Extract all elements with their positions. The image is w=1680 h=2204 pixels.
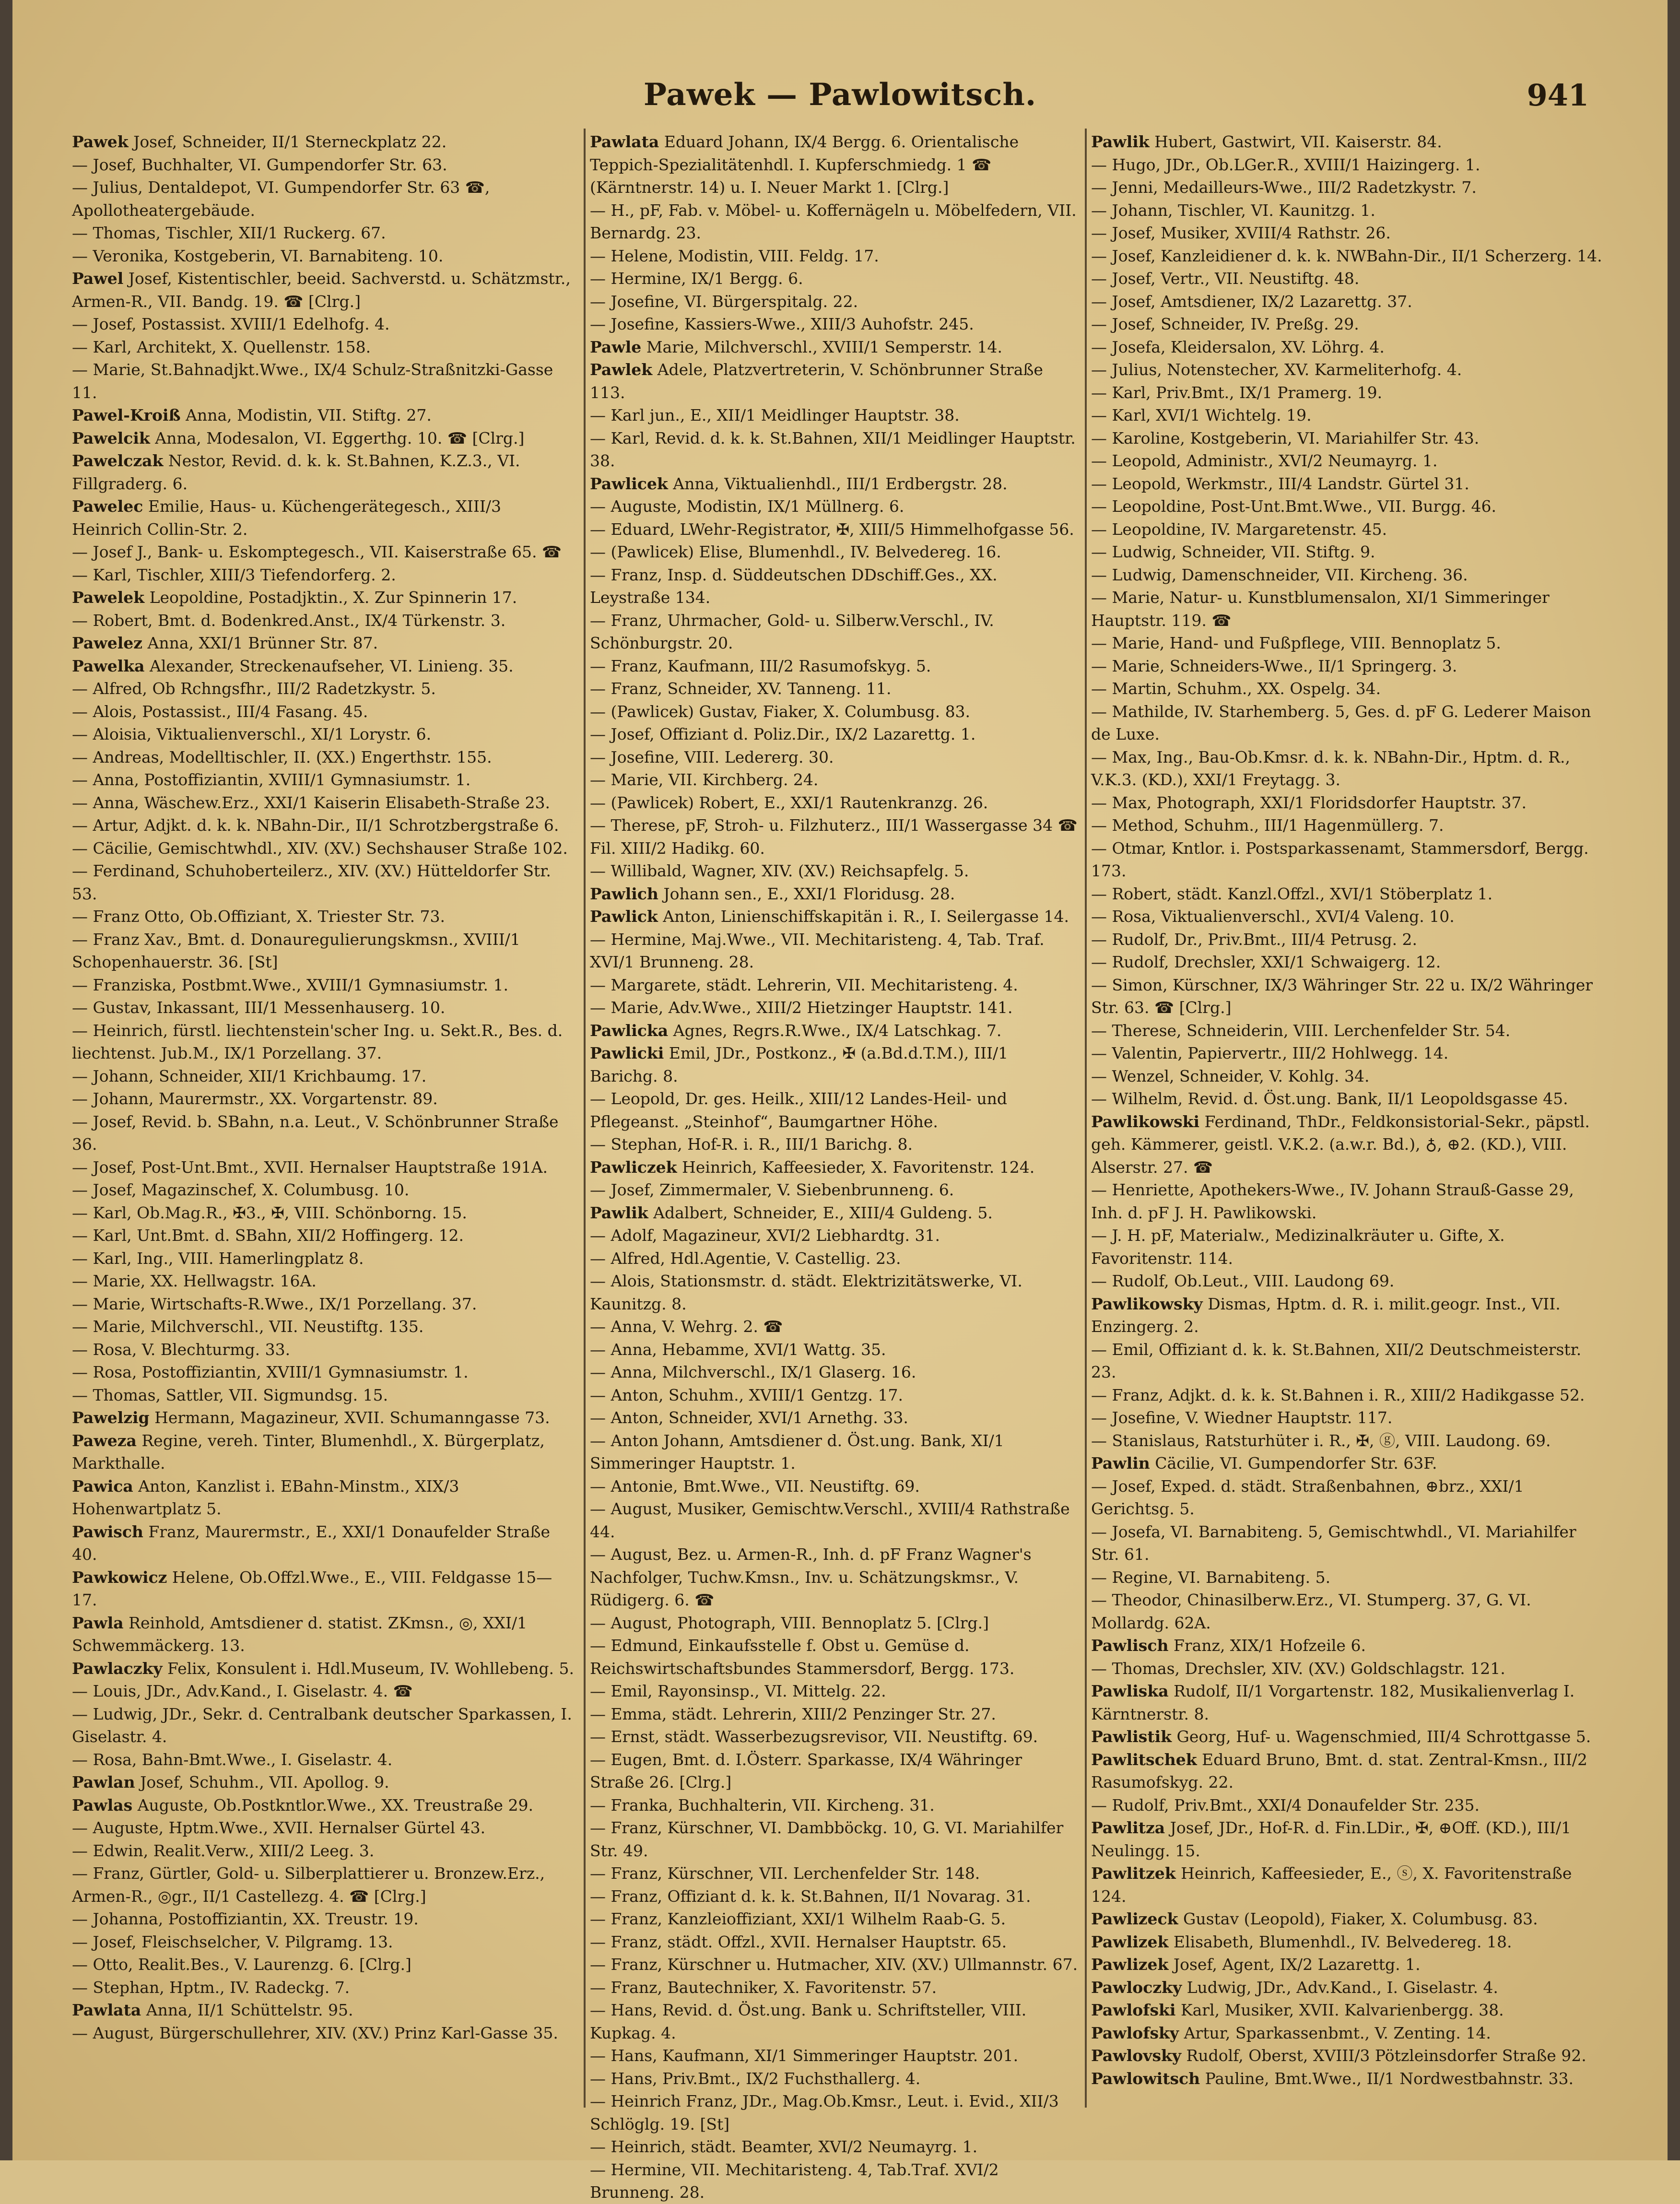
directory-entry: — Franz, Gürtler, Gold- u. Silberplattierer u. Bronzew.Erz., Armen-R., ◎gr., II/1 Castellezg. 4. ☎ [Clrg.] xyxy=(72,1864,545,1906)
directory-entry: — Josefine, Kassiers-Wwe., XIII/3 Auhofstr. 245. xyxy=(590,315,974,333)
directory-entry: — Rudolf, Dr., Priv.Bmt., III/4 Petrusg. 2. xyxy=(1091,930,1418,949)
directory-entry: Pawlan Josef, Schuhm., VII. Apollog. 9. xyxy=(72,1773,389,1791)
directory-entry: Pawlovsky Rudolf, Oberst, XVIII/3 Pötzleinsdorfer Straße 92. xyxy=(1091,2046,1586,2065)
directory-entry: — Anna, Milchverschl., IX/1 Glaserg. 16. xyxy=(590,1363,916,1381)
directory-entry: — Karl, Tischler, XIII/3 Tiefendorferg. 2. xyxy=(72,565,396,584)
directory-entry: — Johann, Tischler, VI. Kaunitzg. 1. xyxy=(1091,200,1375,220)
directory-entry: — Josef, Musiker, XVIII/4 Rathstr. 26. xyxy=(1091,224,1391,242)
directory-entry: — Josef, Exped. d. städt. Straßenbahnen, ⊕brz., XXI/1 Gerichtsg. 5. xyxy=(1091,1476,1524,1518)
directory-entry: — Leopold, Dr. ges. Heilk., XIII/12 Landes-Heil- und Pflegeanst. „Steinhof“, Baumgartner Höhe. xyxy=(590,1089,1007,1131)
directory-entry: — Johann, Maurermstr., XX. Vorgartenstr. 89. xyxy=(72,1089,438,1108)
directory-entry: — Alois, Postassist., III/4 Fasang. 45. xyxy=(72,702,368,721)
column-3 xyxy=(1091,130,1604,2102)
directory-entry: — Method, Schuhm., III/1 Hagenmüllerg. 7. xyxy=(1091,816,1444,835)
directory-entry: — Auguste, Modistin, IX/1 Müllnerg. 6. xyxy=(590,497,905,516)
directory-entry: — Karl, Priv.Bmt., IX/1 Pramerg. 19. xyxy=(1091,383,1383,402)
directory-entry: — Ludwig, JDr., Sekr. d. Centralbank deutscher Sparkassen, I. Giselastr. 4. xyxy=(72,1704,572,1746)
directory-entry: Pawlaczky Felix, Konsulent i. Hdl.Museum, IV. Wohllebeng. 5. xyxy=(72,1659,575,1678)
directory-entry: Pawlicki Emil, JDr., Postkonz., ✠ (a.Bd.d.T.M.), III/1 Barichg. 8. xyxy=(590,1044,1009,1085)
directory-entry: Pawica Anton, Kanzlist i. EBahn-Minstm., XIX/3 Hohenwartplatz 5. xyxy=(72,1476,459,1518)
directory-entry: Pawelec Emilie, Haus- u. Küchengerätegesch., XIII/3 Heinrich Collin-Str. 2. xyxy=(72,497,502,539)
directory-entry: — Heinrich, städt. Beamter, XVI/2 Neumayrg. 1. xyxy=(590,2137,978,2156)
directory-entry: Pawlik Hubert, Gastwirt, VII. Kaiserstr. 84. xyxy=(1091,132,1442,151)
running-title: Pawek — Pawlowitsch. xyxy=(643,77,1037,113)
directory-entry: — Josef, Buchhalter, VI. Gumpendorfer Str. 63. xyxy=(72,155,447,174)
directory-entry: — Josefa, Kleidersalon, XV. Löhrg. 4. xyxy=(1091,337,1385,356)
directory-entry: — Josef, Postassist. XVIII/1 Edelhofg. 4. xyxy=(72,315,390,333)
directory-entry: — Edmund, Einkaufsstelle f. Obst u. Gemüse d. Reichswirtschaftsbundes Stammersdorf, Bergg. 173. xyxy=(590,1636,1015,1678)
directory-entry: — Marie, Milchverschl., VII. Neustiftg. 135. xyxy=(72,1317,424,1336)
directory-entry: — Marie, Wirtschafts-R.Wwe., IX/1 Porzellang. 37. xyxy=(72,1294,477,1313)
directory-entry: — Franz, Schneider, XV. Tanneng. 11. xyxy=(590,679,892,698)
directory-entry: — Franka, Buchhalterin, VII. Kircheng. 31. xyxy=(590,1795,935,1815)
directory-entry: — Franz, Bautechniker, X. Favoritenstr. 57. xyxy=(590,1978,937,1997)
directory-entry: — Franz, städt. Offzl., XVII. Hernalser Hauptstr. 65. xyxy=(590,1932,1007,1951)
directory-entry: — Johann, Schneider, XII/1 Krichbaumg. 17. xyxy=(72,1066,427,1085)
directory-entry: — Aloisia, Viktualienverschl., XI/1 Lorystr. 6. xyxy=(72,725,432,743)
directory-entry: — Franz Xav., Bmt. d. Donauregulierungskmsn., XVIII/1 Schopenhauerstr. 36. [St] xyxy=(72,930,520,971)
directory-entry: Pawlata Anna, II/1 Schüttelstr. 95. xyxy=(72,2001,353,2019)
directory-entry: — Ludwig, Schneider, VII. Stiftg. 9. xyxy=(1091,542,1375,561)
directory-entry: — Theodor, Chinasilberw.Erz., VI. Stumperg. 37, G. VI. Mollardg. 62A. xyxy=(1091,1591,1531,1632)
directory-entry: — Eugen, Bmt. d. I.Österr. Sparkasse, IX/4 Währinger Straße 26. [Clrg.] xyxy=(590,1750,1022,1791)
directory-entry: — Anna, Wäschew.Erz., XXI/1 Kaiserin Elisabeth-Straße 23. xyxy=(72,793,550,812)
directory-entry: — Karl, Ing., VIII. Hamerlingplatz 8. xyxy=(72,1249,364,1268)
directory-entry: Pawlofsky Artur, Sparkassenbmt., V. Zenting. 14. xyxy=(1091,2023,1491,2042)
directory-entry: — Ludwig, Damenschneider, VII. Kircheng. 36. xyxy=(1091,565,1468,584)
directory-entry: — Alois, Stationsmstr. d. städt. Elektrizitätswerke, VI. Kaunitzg. 8. xyxy=(590,1272,1022,1313)
directory-entry: — Rosa, Bahn-Bmt.Wwe., I. Giselastr. 4. xyxy=(72,1750,393,1769)
directory-entry: — Franz, Kanzleioffiziant, XXI/1 Wilhelm Raab-G. 5. xyxy=(590,1909,1006,1928)
directory-entry: — Karl, Unt.Bmt. d. SBahn, XII/2 Hoffingerg. 12. xyxy=(72,1226,464,1245)
directory-entry: — Josef, Magazinschef, X. Columbusg. 10. xyxy=(72,1180,410,1199)
directory-entry: — Josef, Schneider, IV. Preßg. 29. xyxy=(1091,315,1359,333)
directory-entry: — Josef, Post-Unt.Bmt., XVII. Hernalser Hauptstraße 191A. xyxy=(72,1157,548,1177)
column-1 xyxy=(72,130,576,2102)
directory-entry: — Emil, Offiziant d. k. k. St.Bahnen, XII/2 Deutschmeisterstr. 23. xyxy=(1091,1340,1582,1381)
directory-entry: — Auguste, Hptm.Wwe., XVII. Hernalser Gürtel 43. xyxy=(72,1818,486,1837)
directory-entry: — Stephan, Hof-R. i. R., III/1 Barichg. 8. xyxy=(590,1135,913,1154)
directory-entry: Pawel Josef, Kistentischler, beeid. Sachverstd. u. Schätzmstr., Armen-R., VII. Bandg. 19. ☎ [Clrg.] xyxy=(72,269,571,311)
directory-entry: Pawlich Johann sen., E., XXI/1 Floridusg. 28. xyxy=(590,884,955,903)
directory-entry: Pawkowicz Helene, Ob.Offzl.Wwe., E., VIII. Feldgasse 15—17. xyxy=(72,1568,552,1609)
directory-entry: Pawlisch Franz, XIX/1 Hofzeile 6. xyxy=(1091,1636,1366,1655)
directory-entry: — Franz, Kürschner, VII. Lerchenfelder Str. 148. xyxy=(590,1864,980,1883)
directory-entry: — Franz Otto, Ob.Offiziant, X. Triester Str. 73. xyxy=(72,907,446,926)
directory-entry: — Cäcilie, Gemischtwhdl., XIV. (XV.) Sechshauser Straße 102. xyxy=(72,838,568,858)
directory-entry: — Mathilde, IV. Starhemberg. 5, Ges. d. pF G. Lederer Maison de Luxe. xyxy=(1091,702,1591,743)
directory-entry: Pawlizeck Gustav (Leopold), Fiaker, X. Columbusg. 83. xyxy=(1091,1909,1538,1928)
directory-entry: — Robert, Bmt. d. Bodenkred.Anst., IX/4 Türkenstr. 3. xyxy=(72,611,506,630)
directory-entry: Pawlikowsky Dismas, Hptm. d. R. i. milit.geogr. Inst., VII. Enzingerg. 2. xyxy=(1091,1294,1561,1336)
directory-entry: — Helene, Modistin, VIII. Feldg. 17. xyxy=(590,246,879,265)
directory-entry: — Leopold, Werkmstr., III/4 Landstr. Gürtel 31. xyxy=(1091,474,1469,493)
directory-entry: — Antonie, Bmt.Wwe., VII. Neustiftg. 69. xyxy=(590,1476,920,1496)
directory-entry: — Anna, Postoffiziantin, XVIII/1 Gymnasiumstr. 1. xyxy=(72,770,471,789)
directory-entry: — Max, Photograph, XXI/1 Floridsdorfer Hauptstr. 37. xyxy=(1091,793,1527,812)
column-2 xyxy=(590,130,1079,2202)
directory-entry: — Therese, Schneiderin, VIII. Lerchenfelder Str. 54. xyxy=(1091,1021,1511,1040)
directory-entry: Paweza Regine, vereh. Tinter, Blumenhdl., X. Bürgerplatz, Markthalle. xyxy=(72,1431,545,1473)
directory-entry: — Adolf, Magazineur, XVI/2 Liebhardtg. 31. xyxy=(590,1226,940,1245)
directory-entry: — Anna, Hebamme, XVI/1 Wattg. 35. xyxy=(590,1340,886,1359)
directory-entry: — Leopoldine, IV. Margaretenstr. 45. xyxy=(1091,519,1387,539)
directory-entry: — Rosa, V. Blechturmg. 33. xyxy=(72,1340,291,1359)
directory-entry: — Karl, XVI/1 Wichtelg. 19. xyxy=(1091,406,1312,424)
directory-entry: — Franz, Insp. d. Süddeutschen DDschiff.Ges., XX. Leystraße 134. xyxy=(590,565,998,607)
directory-entry: Pawlek Adele, Platzvertreterin, V. Schönbrunner Straße 113. xyxy=(590,360,1043,402)
directory-entry: — Rudolf, Ob.Leut., VIII. Laudong 69. xyxy=(1091,1272,1395,1290)
directory-entry: Pawliczek Heinrich, Kaffeesieder, X. Favoritenstr. 124. xyxy=(590,1157,1035,1177)
directory-entry: Pawlick Anton, Linienschiffskapitän i. R., I. Seilergasse 14. xyxy=(590,907,1069,926)
directory-entry: — Josefine, VIII. Ledererg. 30. xyxy=(590,747,834,766)
directory-entry: — Franz, Kürschner, VI. Dambböckg. 10, G. VI. Mariahilfer Str. 49. xyxy=(590,1818,1064,1860)
directory-entry: — Franz, Kaufmann, III/2 Rasumofskyg. 5. xyxy=(590,656,931,675)
directory-entry: — H., pF, Fab. v. Möbel- u. Koffernägeln u. Möbelfedern, VII. Bernardg. 23. xyxy=(590,200,1077,242)
directory-entry: — Karl, Architekt, X. Quellenstr. 158. xyxy=(72,337,371,356)
directory-entry: — Hans, Kaufmann, XI/1 Simmeringer Hauptstr. 201. xyxy=(590,2046,1019,2065)
directory-entry: — Max, Ing., Bau-Ob.Kmsr. d. k. k. NBahn-Dir., Hptm. d. R., V.K.3. (KD.), XXI/1 Freytagg. 3. xyxy=(1091,747,1570,789)
directory-entry: — Gustav, Inkassant, III/1 Messenhauserg. 10. xyxy=(72,998,446,1017)
directory-entry: — Josef, Zimmermaler, V. Siebenbrunneng. 6. xyxy=(590,1180,954,1199)
directory-entry: — August, Bez. u. Armen-R., Inh. d. pF Franz Wagner's Nachfolger, Tuchw.Kmsn., Inv. u. Schätzungskmsr., V. Rüdigerg. 6. ☎ xyxy=(590,1545,1032,1609)
directory-entry: — Regine, VI. Barnabiteng. 5. xyxy=(1091,1568,1331,1587)
directory-entry: — Josef, Revid. b. SBahn, n.a. Leut., V. Schönbrunner Straße 36. xyxy=(72,1112,559,1154)
directory-entry: Pawliska Rudolf, II/1 Vorgartenstr. 182, Musikalienverlag I. Kärntnerstr. 8. xyxy=(1091,1682,1575,1723)
directory-entry: — Franz, Uhrmacher, Gold- u. Silberw.Verschl., IV. Schönburgstr. 20. xyxy=(590,611,994,652)
directory-entry: — Veronika, Kostgeberin, VI. Barnabiteng. 10. xyxy=(72,246,444,265)
directory-entry: Pawelzig Hermann, Magazineur, XVII. Schumanngasse 73. xyxy=(72,1408,550,1427)
directory-entry: — Emma, städt. Lehrerin, XIII/2 Penzinger Str. 27. xyxy=(590,1704,996,1723)
directory-entry: — Marie, Hand- und Fußpflege, VIII. Bennoplatz 5. xyxy=(1091,634,1501,652)
directory-entry: Pawlikowski Ferdinand, ThDr., Feldkonsistorial-Sekr., päpstl. geh. Kämmerer, geistl. V.K.2. (a.w.r. Bd.), ♁, ⊕2. (KD.), VIII. Alserstr. 27. ☎ xyxy=(1091,1112,1590,1177)
directory-entry: Pawelez Anna, XXI/1 Brünner Str. 87. xyxy=(72,634,378,652)
directory-entry: — Karl, Ob.Mag.R., ✠3., ✠, VIII. Schönborng. 15. xyxy=(72,1203,467,1222)
directory-entry: Pawlicek Anna, Viktualienhdl., III/1 Erdbergstr. 28. xyxy=(590,474,1008,493)
directory-entry: — Anton Johann, Amtsdiener d. Öst.ung. Bank, XI/1 Simmeringer Hauptstr. 1. xyxy=(590,1431,1004,1473)
directory-entry: — Wilhelm, Revid. d. Öst.ung. Bank, II/1 Leopoldsgasse 45. xyxy=(1091,1089,1568,1108)
page-header xyxy=(72,72,1608,125)
directory-entry: Pawlizek Elisabeth, Blumenhdl., IV. Belvedereg. 18. xyxy=(1091,1932,1512,1951)
directory-entry: — Marie, Schneiders-Wwe., II/1 Springerg. 3. xyxy=(1091,656,1457,675)
directory-entry: Pawlik Adalbert, Schneider, E., XIII/4 Guldeng. 5. xyxy=(590,1203,993,1222)
directory-entry: — Marie, XX. Hellwagstr. 16A. xyxy=(72,1272,317,1290)
directory-entry: Pawelczak Nestor, Revid. d. k. k. St.Bahnen, K.Z.3., VI. Fillgraderg. 6. xyxy=(72,451,520,493)
directory-entry: — Hugo, JDr., Ob.LGer.R., XVIII/1 Haizingerg. 1. xyxy=(1091,155,1480,174)
directory-entry: — Karoline, Kostgeberin, VI. Mariahilfer Str. 43. xyxy=(1091,428,1480,448)
directory-entry: — Leopoldine, Post-Unt.Bmt.Wwe., VII. Burgg. 46. xyxy=(1091,497,1497,516)
directory-entry: Pawlin Cäcilie, VI. Gumpendorfer Str. 63F. xyxy=(1091,1454,1437,1473)
scan-edge-right xyxy=(1668,0,1680,2160)
directory-entry: — Karl jun., E., XII/1 Meidlinger Hauptstr. 38. xyxy=(590,406,960,424)
directory-entry: — Martin, Schuhm., XX. Ospelg. 34. xyxy=(1091,679,1381,698)
directory-entry: — August, Photograph, VIII. Bennoplatz 5. [Clrg.] xyxy=(590,1613,989,1632)
directory-entry: — Josefine, VI. Bürgerspitalg. 22. xyxy=(590,292,858,311)
directory-entry: — Thomas, Sattler, VII. Sigmundsg. 15. xyxy=(72,1385,388,1404)
directory-entry: — Heinrich Franz, JDr., Mag.Ob.Kmsr., Leut. i. Evid., XII/3 Schlöglg. 19. [St] xyxy=(590,2092,1059,2133)
directory-entry: Pawle Marie, Milchverschl., XVIII/1 Semperstr. 14. xyxy=(590,337,1003,356)
directory-entry: — Franz, Adjkt. d. k. k. St.Bahnen i. R., XIII/2 Hadikgasse 52. xyxy=(1091,1385,1585,1404)
column-rule-1 xyxy=(584,129,586,2108)
directory-entry: Pawek Josef, Schneider, II/1 Sterneckplatz 22. xyxy=(72,132,447,151)
directory-entry: — Ernst, städt. Wasserbezugsrevisor, VII. Neustiftg. 69. xyxy=(590,1727,1038,1746)
directory-entry: Pawlitza Josef, JDr., Hof-R. d. Fin.LDir., ✠, ⊕Off. (KD.), III/1 Neulingg. 15. xyxy=(1091,1818,1571,1860)
directory-entry: Pawloczky Ludwig, JDr., Adv.Kand., I. Giselastr. 4. xyxy=(1091,1978,1498,1997)
directory-entry: — Stephan, Hptm., IV. Radeckg. 7. xyxy=(72,1978,350,1997)
directory-entry: — August, Bürgerschullehrer, XIV. (XV.) Prinz Karl-Gasse 35. xyxy=(72,2023,558,2042)
directory-entry: — Marie, VII. Kirchberg. 24. xyxy=(590,770,819,789)
directory-entry: — Willibald, Wagner, XIV. (XV.) Reichsapfelg. 5. xyxy=(590,861,969,880)
directory-entry: — Rosa, Viktualienverschl., XVI/4 Valeng. 10. xyxy=(1091,907,1455,926)
directory-entry: — Marie, St.Bahnadjkt.Wwe., IX/4 Schulz-Straßnitzki-Gasse 11. xyxy=(72,360,553,402)
directory-entry: — Artur, Adjkt. d. k. k. NBahn-Dir., II/1 Schrotzbergstraße 6. xyxy=(72,816,559,835)
directory-entry: — Simon, Kürschner, IX/3 Währinger Str. 22 u. IX/2 Währinger Str. 63. ☎ [Clrg.] xyxy=(1091,975,1593,1017)
directory-entry: — Marie, Natur- u. Kunstblumensalon, XI/1 Simmeringer Hauptstr. 119. ☎ xyxy=(1091,588,1550,630)
directory-entry: — Josef, Kanzleidiener d. k. k. NWBahn-Dir., II/1 Scherzerg. 14. xyxy=(1091,246,1602,265)
directory-entry: Pawlowitsch Pauline, Bmt.Wwe., II/1 Nordwestbahnstr. 33. xyxy=(1091,2069,1574,2088)
directory-entry: — Otmar, Kntlor. i. Postsparkassenamt, Stammersdorf, Bergg. 173. xyxy=(1091,838,1589,880)
directory-entry: — Hermine, Maj.Wwe., VII. Mechitaristeng. 4, Tab. Traf. XVI/1 Brunneng. 28. xyxy=(590,930,1045,971)
directory-entry: Pawlitzek Heinrich, Kaffeesieder, E., ⓢ, X. Favoritenstraße 124. xyxy=(1091,1864,1572,1906)
directory-entry: — (Pawlicek) Robert, E., XXI/1 Rautenkranzg. 26. xyxy=(590,793,988,812)
directory-entry: — (Pawlicek) Gustav, Fiaker, X. Columbusg. 83. xyxy=(590,702,971,721)
directory-entry: — Robert, städt. Kanzl.Offzl., XVI/1 Stöberplatz 1. xyxy=(1091,884,1493,903)
directory-entry: — Josef, Fleischselcher, V. Pilgramg. 13. xyxy=(72,1932,393,1951)
directory-entry: — Thomas, Drechsler, XIV. (XV.) Goldschlagstr. 121. xyxy=(1091,1659,1505,1678)
directory-entry: — Marie, Adv.Wwe., XIII/2 Hietzinger Hauptstr. 141. xyxy=(590,998,1013,1017)
directory-entry: — Hermine, VII. Mechitaristeng. 4, Tab.Traf. XVI/2 Brunneng. 28. xyxy=(590,2160,999,2202)
directory-entry: Pawlas Auguste, Ob.Postkntlor.Wwe., XX. Treustraße 29. xyxy=(72,1795,533,1815)
directory-entry: — Henriette, Apothekers-Wwe., IV. Johann Strauß-Gasse 29, Inh. d. pF J. H. Pawlikowski. xyxy=(1091,1180,1574,1222)
directory-entry: — Eduard, LWehr-Registrator, ✠, XIII/5 Himmelhofgasse 56. xyxy=(590,519,1074,539)
directory-entry: Pawlitschek Eduard Bruno, Bmt. d. stat. Zentral-Kmsn., III/2 Rasumofskyg. 22. xyxy=(1091,1750,1587,1791)
directory-entry: Pawelcik Anna, Modesalon, VI. Eggerthg. 10. ☎ [Clrg.] xyxy=(72,428,525,448)
directory-entry: Pawlistik Georg, Huf- u. Wagenschmied, III/4 Schrottgasse 5. xyxy=(1091,1727,1591,1746)
directory-entry: — Leopold, Administr., XVI/2 Neumayrg. 1. xyxy=(1091,451,1438,470)
directory-entry: — Rudolf, Drechsler, XXI/1 Schwaigerg. 12. xyxy=(1091,953,1441,971)
directory-entry: Pawelek Leopoldine, Postadjktin., X. Zur Spinnerin 17. xyxy=(72,588,517,607)
directory-entry: — Hermine, IX/1 Bergg. 6. xyxy=(590,269,803,288)
page-number: 941 xyxy=(1527,78,1589,113)
column-rule-2 xyxy=(1085,129,1087,2108)
directory-entry: — Julius, Notenstecher, XV. Karmeliterhofg. 4. xyxy=(1091,360,1462,379)
directory-entry: — Alfred, Hdl.Agentie, V. Castellig. 23. xyxy=(590,1249,901,1268)
directory-entry: — Hans, Priv.Bmt., IX/2 Fuchsthallerg. 4. xyxy=(590,2069,921,2088)
directory-entry: — August, Musiker, Gemischtw.Verschl., XVIII/4 Rathstraße 44. xyxy=(590,1499,1070,1541)
directory-entry: — Josef, Amtsdiener, IX/2 Lazarettg. 37. xyxy=(1091,292,1412,311)
directory-entry: — Karl, Revid. d. k. k. St.Bahnen, XII/1 Meidlinger Hauptstr. 38. xyxy=(590,428,1076,470)
directory-entry: — Otto, Realit.Bes., V. Laurenzg. 6. [Clrg.] xyxy=(72,1955,411,1974)
directory-entry: — Alfred, Ob Rchngsfhr., III/2 Radetzkystr. 5. xyxy=(72,679,436,698)
directory-entry: — Johanna, Postoffiziantin, XX. Treustr. 19. xyxy=(72,1909,419,1928)
directory-entry: — Heinrich, fürstl. liechtenstein'scher Ing. u. Sekt.R., Bes. d. liechtenst. Jub.M., IX/1 Porzellang. 37. xyxy=(72,1021,563,1062)
directory-entry: — Josefa, VI. Barnabiteng. 5, Gemischtwhdl., VI. Mariahilfer Str. 61. xyxy=(1091,1522,1576,1564)
directory-entry: — Rudolf, Priv.Bmt., XXI/4 Donaufelder Str. 235. xyxy=(1091,1795,1480,1815)
directory-entry: — Anna, V. Wehrg. 2. ☎ xyxy=(590,1317,783,1336)
directory-entry: — Ferdinand, Schuhoberteilerz., XIV. (XV.) Hütteldorfer Str. 53. xyxy=(72,861,551,903)
directory-entry: — Josef J., Bank- u. Eskomptegesch., VII. Kaiserstraße 65. ☎ xyxy=(72,542,562,561)
directory-entry: — Anton, Schuhm., XVIII/1 Gentzg. 17. xyxy=(590,1385,903,1404)
directory-entry: — Emil, Rayonsinsp., VI. Mittelg. 22. xyxy=(590,1682,886,1700)
directory-entry: — J. H. pF, Materialw., Medizinalkräuter u. Gifte, X. Favoritenstr. 114. xyxy=(1091,1226,1505,1268)
directory-entry: — Rosa, Postoffiziantin, XVIII/1 Gymnasiumstr. 1. xyxy=(72,1363,469,1381)
directory-entry: Pawlata Eduard Johann, IX/4 Bergg. 6. Orientalische Teppich-Spezialitätenhdl. I. Kupferschmiedg. 1 ☎ (Kärntnerstr. 14) u. I. Neuer Markt 1. [Clrg.] xyxy=(590,132,1019,197)
directory-entry: — Franziska, Postbmt.Wwe., XVIII/1 Gymnasiumstr. 1. xyxy=(72,975,508,994)
directory-entry: — Franz, Kürschner u. Hutmacher, XIV. (XV.) Ullmannstr. 67. xyxy=(590,1955,1078,1974)
directory-entry: Pawlizek Josef, Agent, IX/2 Lazarettg. 1. xyxy=(1091,1955,1421,1974)
directory-entry: — Josefine, V. Wiedner Hauptstr. 117. xyxy=(1091,1408,1393,1427)
directory-entry: — Andreas, Modelltischler, II. (XX.) Engerthstr. 155. xyxy=(72,747,492,766)
directory-entry: Pawla Reinhold, Amtsdiener d. statist. ZKmsn., ◎, XXI/1 Schwemmäckerg. 13. xyxy=(72,1613,528,1655)
directory-entry: — Franz, Offiziant d. k. k. St.Bahnen, II/1 Novarag. 31. xyxy=(590,1886,1031,1906)
directory-entry: Pawlofski Karl, Musiker, XVII. Kalvarienbergg. 38. xyxy=(1091,2001,1504,2019)
directory-entry: — Stanislaus, Ratsturhüter i. R., ✠, ⓖ, VIII. Laudong. 69. xyxy=(1091,1431,1551,1450)
directory-entry: — Hans, Revid. d. Öst.ung. Bank u. Schriftsteller, VIII. Kupkag. 4. xyxy=(590,2001,1027,2042)
directory-entry: Pawel-Kroiß Anna, Modistin, VII. Stiftg. 27. xyxy=(72,406,432,424)
directory-entry: Pawlicka Agnes, Regrs.R.Wwe., IX/4 Latschkag. 7. xyxy=(590,1021,1002,1040)
directory-entry: — Josef, Vertr., VII. Neustiftg. 48. xyxy=(1091,269,1360,288)
scan-edge-left xyxy=(0,0,12,2160)
directory-entry: — Therese, pF, Stroh- u. Filzhuterz., III/1 Wassergasse 34 ☎ Fil. XIII/2 Hadikg. 60. xyxy=(590,816,1078,858)
directory-entry: — (Pawlicek) Elise, Blumenhdl., IV. Belvedereg. 16. xyxy=(590,542,1001,561)
directory-entry: — Jenni, Medailleurs-Wwe., III/2 Radetzkystr. 7. xyxy=(1091,178,1477,197)
directory-entry: — Louis, JDr., Adv.Kand., I. Giselastr. 4. ☎ xyxy=(72,1682,413,1700)
directory-entry: — Edwin, Realit.Verw., XIII/2 Leeg. 3. xyxy=(72,1841,375,1860)
directory-entry: — Anton, Schneider, XVI/1 Arnethg. 33. xyxy=(590,1408,908,1427)
directory-entry: — Julius, Dentaldepot, VI. Gumpendorfer Str. 63 ☎, Apollotheatergebäude. xyxy=(72,178,490,220)
directory-entry: — Josef, Offiziant d. Poliz.Dir., IX/2 Lazarettg. 1. xyxy=(590,725,976,743)
directory-entry: Pawisch Franz, Maurermstr., E., XXI/1 Donaufelder Straße 40. xyxy=(72,1522,551,1564)
directory-entry: — Wenzel, Schneider, V. Kohlg. 34. xyxy=(1091,1066,1370,1085)
directory-entry: — Valentin, Papiervertr., III/2 Hohlwegg. 14. xyxy=(1091,1044,1449,1062)
directory-entry: — Thomas, Tischler, XII/1 Ruckerg. 67. xyxy=(72,224,386,242)
directory-entry: Pawelka Alexander, Streckenaufseher, VI. Linieng. 35. xyxy=(72,656,514,675)
directory-entry: — Margarete, städt. Lehrerin, VII. Mechitaristeng. 4. xyxy=(590,975,1018,994)
